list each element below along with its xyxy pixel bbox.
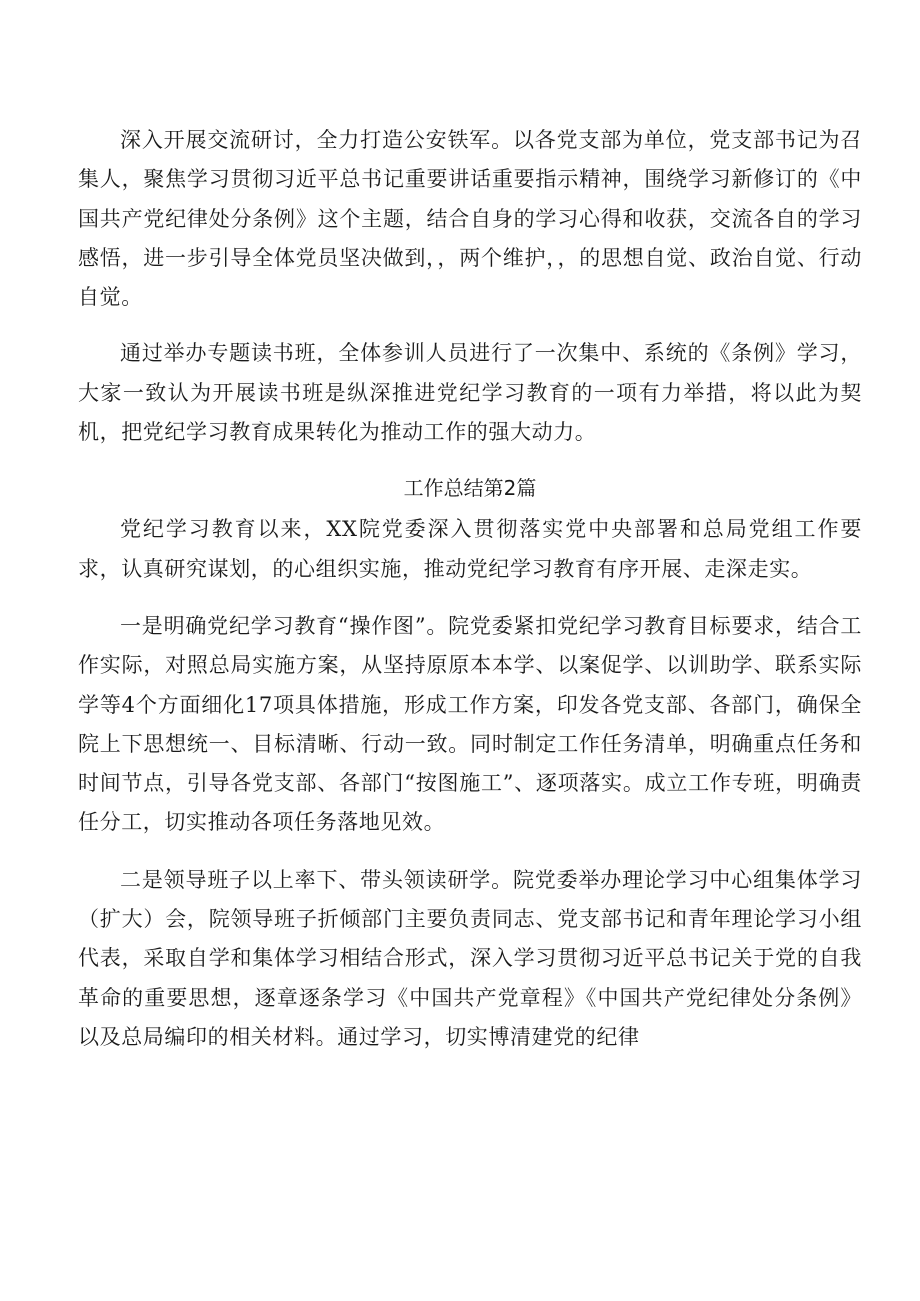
paragraph-leadership-study: 二是领导班子以上率下、带头领读研学。院党委举办理论学习中心组集体学习（扩大）会，院领导班子折倾部门主要负责同志、党支部书记和青年理论学习小组代表，采取自学和集体学习相结合形式，深入学习贯彻习近平总书记关于党的自我革命的重要思想，逐章逐条学习《中国共产党章程》《中国共产党纪律处分条例》以及总局编印的相关材料。通过学习，切实博清建党的纪律 bbox=[78, 867, 862, 1049]
section-heading: 工作总结第2篇 bbox=[403, 476, 537, 501]
paragraph-intro: 党纪学习教育以来，XX院党委深入贯彻落实党中央部署和总局党组工作要求，认真研究谋划，的心组织实施，推动党纪学习教育有序开展、走深走实。 bbox=[78, 517, 862, 581]
paragraph-discussion: 深入开展交流研讨，全力打造公安铁军。以各党支部为单位，党支部书记为召集人，聚焦学习贯彻习近平总书记重要讲话重要指示精神，围绕学习新修订的《中国共产党纪律处分条例》这个主题，结合自身的学习心得和收获，交流各自的学习感悟，进一步引导全体党员坚决做到，，两个维护，，的思想自觉、政治自觉、行动自觉。 bbox=[78, 128, 862, 310]
paragraph-operation-plan: 一是明确党纪学习教育“操作图”。院党委紧扣党纪学习教育目标要求，结合工作实际，对照总局实施方案，从坚持原原本本学、以案促学、以训助学、联系实际学等4个方面细化17项具体措施，形成工作方案，印发各党支部、各部门，确保全院上下思想统一、目标清晰、行动一致。同时制定工作任务清单，明确重点任务和时间节点，引导各党支部、各部门“按图施工”、逐项落实。成立工作专班，明确责任分工，切实推动各项任务落地见效。 bbox=[78, 613, 862, 835]
paragraph-reading-class: 通过举办专题读书班，全体参训人员进行了一次集中、系统的《条例》学习，大家一致认为开展读书班是纵深推进党纪学习教育的一项有力举措，将以此为契机，把党纪学习教育成果转化为推动工作的强大动力。 bbox=[78, 341, 862, 445]
document-body bbox=[78, 121, 862, 1057]
